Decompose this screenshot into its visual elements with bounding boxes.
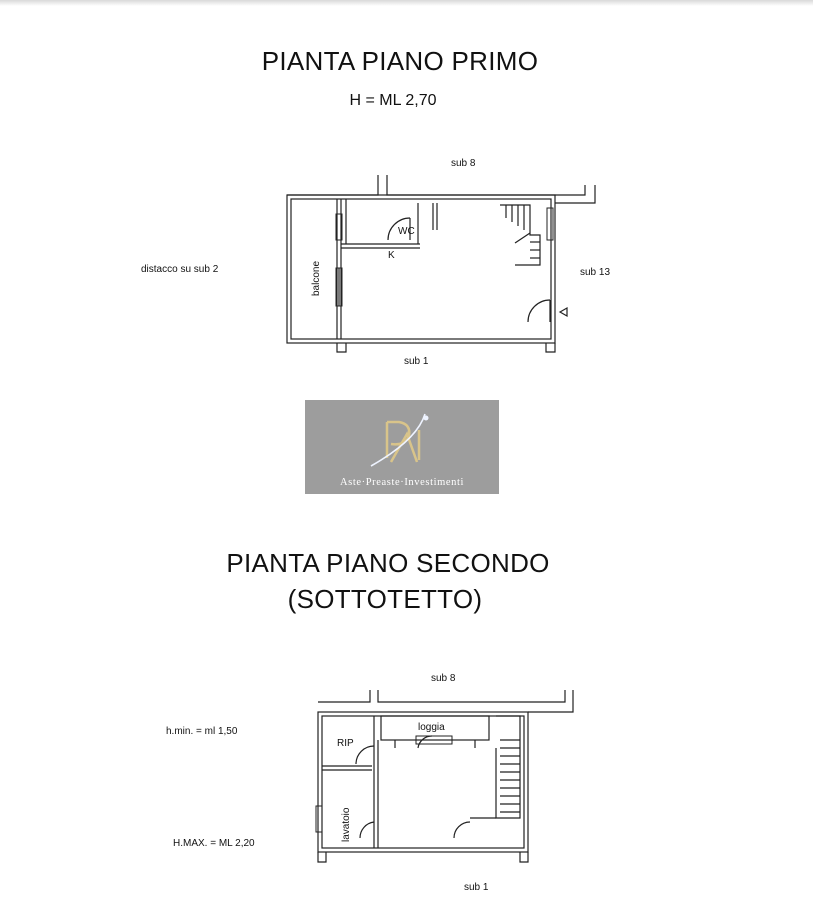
label-balcone: balcone <box>311 260 322 296</box>
plan-first-height: H = ML 2,70 <box>349 92 437 109</box>
label-rip: RIP <box>337 738 354 749</box>
plan-second-subtitle: (SOTTOTETTO) <box>287 584 483 614</box>
logo-text: Aste·Preaste·Investimenti <box>339 477 465 488</box>
label-sub-13: sub 13 <box>580 267 611 278</box>
label-lavatoio: lavatoio <box>341 807 352 842</box>
label-wc: WC <box>398 226 415 237</box>
first-floor-plan <box>287 175 595 352</box>
label-sub-1-second: sub 1 <box>464 882 489 893</box>
label-loggia: loggia <box>418 722 445 733</box>
label-kitchen: K <box>388 250 395 261</box>
label-sub-8-second: sub 8 <box>431 673 456 684</box>
label-hmin: h.min. = ml 1,50 <box>166 726 238 737</box>
plan-first-title: PIANTA PIANO PRIMO <box>261 46 539 76</box>
plan-second-title: PIANTA PIANO SECONDO <box>226 548 550 578</box>
label-distacco: distacco su sub 2 <box>141 264 219 275</box>
label-sub-8-first: sub 8 <box>451 158 476 169</box>
label-sub-1-first: sub 1 <box>404 356 429 367</box>
second-floor-plan <box>316 690 573 862</box>
logo-watermark <box>305 400 499 494</box>
label-hmax: H.MAX. = ML 2,20 <box>173 838 255 849</box>
